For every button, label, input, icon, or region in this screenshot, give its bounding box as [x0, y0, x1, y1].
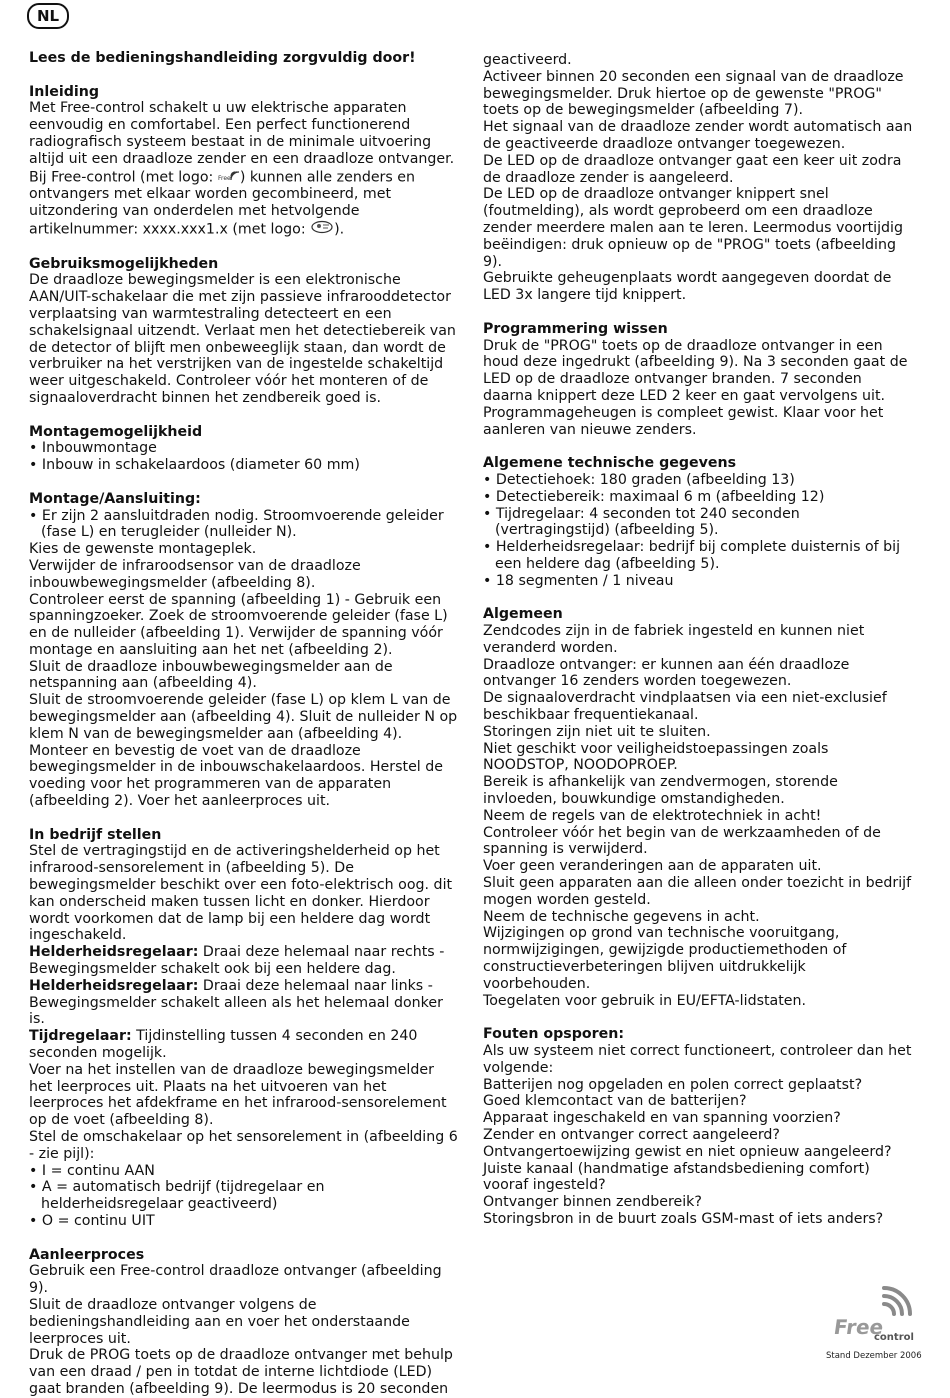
list-item: • O = continu UIT: [29, 1213, 459, 1230]
heading-technische-gegevens: Algemene technische gegevens: [483, 455, 737, 472]
list-item: • 18 segmenten / 1 niveau: [483, 573, 915, 590]
logo-word-control: control: [874, 1332, 914, 1343]
bedrijf-setting-3: Tijdregelaar: Tijdinstelling tussen 4 seconden en 240 seconden mogelijk.: [29, 1028, 418, 1062]
aanleer-text-continued: geactiveerd. Activeer binnen 20 seconden een signaal van de draadloze bewegingsmelder. Druk hiertoe op de gewenste "PROG" toets op de bewegingsmelder (afbeelding 7). Het signaal van de draadloze zender wordt automatisch aan de geactiveerde draadloze ontvanger toegewezen. De LED op de draadloze ontvanger gaat een keer uit zodra de draadloze zender is aangeleerd. De LED op de draadloze ontvanger knippert snel (foutmelding), als wordt geprobeerd om een draadloze zender meerdere malen aan te leren. Leermodus voortijdig beëindigen: druk opnieuw op de "PROG" toets (afbeelding 9). Gebruikte geheugenplaats wordt aangegeven doordat de LED 3x langere tijd knippert.: [483, 52, 913, 304]
free-control-logo: [832, 1284, 918, 1344]
heading-aanleerproces: Aanleerproces: [29, 1246, 145, 1263]
heading-algemeen: Algemeen: [483, 606, 563, 623]
list-item: • Detectiebereik: maximaal 6 m (afbeelding 12): [483, 489, 915, 506]
document-title: Lees de bedieningshandleiding zorgvuldig door!: [29, 50, 416, 66]
montage-text: Kies de gewenste montageplek. Verwijder de infraroodsensor van de draadloze inbouwbewegingsmelder (afbeelding 8). Controleer eerst de spanning (afbeelding 1) - Gebruik een spanningzoeker. Zoek de stroomvoerende geleider (fase L) en de nulleider (afbeelding 1). Verwijder de spanning vóór montage en aansluiting aan het net (afbeelding 2). Sluit de draadloze inbouwbewegingsmelder aan de netspanning aan (afbeelding 4). Sluit de stroomvoerende geleider (fase L) op klem L van de bewegingsmelder aan (afbeelding 4). Sluit de nulleider N op klem N van de bewegingsmelder aan (afbeelding 4). Monteer en bevestig de voet van de draadloze bewegingsmelder in de inbouwschakelaardoos. Herstel de voeding voor het programmeren van de apparaten (afbeelding 2). Voer het aanleerproces uit.: [29, 541, 458, 810]
aanleer-text: Gebruik een Free-control draadloze ontvanger (afbeelding 9). Sluit de draadloze ontvanger volgens de bedieningshandleiding aan en voer het onderstaande leerproces uit. Druk de PROG toets op de draadloze ontvanger met behulp van een draad / pen in totdat de interne lichtdiode (LED) gaat branden (afbeelding 9). De leermodus is 20 seconden: [29, 1263, 453, 1397]
heading-fouten: Fouten opsporen:: [483, 1026, 625, 1043]
list-item: • Inbouwmontage: [29, 440, 459, 457]
fouten-text: Als uw systeem niet correct functioneert, controleer dan het volgende: Batterijen nog opgeladen en polen correct geplaatst? Goed klemcontact van de batterijen? Apparaat ingeschakeld en van spanning voorzien? Zender en ontvanger correct aangeleerd? Ontvangertoewijzing gewist en niet opnieuw aangeleerd? Juiste kanaal (handmatige afstandsbediening comfort) vooraf ingesteld? Ontvanger binnen zendbereik? Storingsbron in de buurt zoals GSM-mast of iets anders?: [483, 1043, 912, 1227]
inleiding-text: Met Free-control schakelt u uw elektrische apparaten eenvoudig en comfortabel. Een perfect functionerend radiografisch systeem bestaat in de minimale uitvoering altijd uit een draadloze zender en een draadloze ontvanger. Bij Free-control (met logo: Free ) kunnen alle zenders en ontvangers met elkaar worden gecombineerd, met uitzondering van onderdelen met hetvolgende artikelnummer: xxxx.xxx1.x (met logo: ).: [29, 100, 455, 238]
list-item: • Helderheidsregelaar: bedrijf bij complete duisternis of bij een heldere dag (afbeelding 5).: [483, 539, 915, 573]
list-item: • Er zijn 2 aansluitdraden nodig. Stroomvoerende geleider (fase L) en terugleider (nulleider N).: [29, 508, 459, 542]
heading-gebruik: Gebruiksmogelijkheden: [29, 255, 219, 272]
logo-word-free: Free: [832, 1315, 885, 1339]
list-item: • Tijdregelaar: 4 seconden tot 240 seconden (vertragingstijd) (afbeelding 5).: [483, 506, 915, 540]
list-item: • Inbouw in schakelaardoos (diameter 60 mm): [29, 457, 459, 474]
montagemogelijkheid-list: [29, 440, 459, 474]
bedrijf-setting-2: Helderheidsregelaar: Draai deze helemaal naar links - Bewegingsmelder schakelt alleen als het helemaal donker is.: [29, 977, 443, 1028]
document-date: Stand Dezember 2006: [826, 1351, 922, 1361]
bedrijf-text-2: Voer na het instellen van de draadloze bewegingsmelder het leerproces uit. Plaats na het uitvoeren van het leerproces het afdekframe en het infrarood-sensorelement op de voet (afbeelding 8). Stel de omschakelaar op het sensorelement in (afbeelding 6 - zie pijl):: [29, 1061, 458, 1162]
language-badge: NL: [27, 3, 69, 29]
bedrijf-text-1: Stel de vertragingstijd en de activeringshelderheid op het infrarood-sensorelement in (afbeelding 5). De bewegingsmelder beschikt over een foto-elektrisch oog. dit kan onderscheid maken tussen licht en donker. Hierdoor wordt voorkomen dat de lamp bij een heldere dag wordt ingeschakeld.: [29, 843, 453, 944]
signal-waves-icon: [884, 1288, 910, 1314]
svg-text:Free: Free: [217, 174, 231, 182]
right-column: [483, 52, 915, 1228]
left-column: [29, 50, 459, 1398]
heading-montagemogelijkheid: Montagemogelijkheid: [29, 423, 203, 440]
wissen-text: Druk de "PROG" toets op de draadloze ontvanger in een houd deze ingedrukt (afbeelding 9). Na 3 seconden gaat de LED op de draadloze ontvanger branden. 7 seconden daarna knippert deze LED 2 keer en gaat vervolgens uit. Programmageheugen is compleet gewist. Klaar voor het aanleren van nieuwe zenders.: [483, 337, 908, 438]
tech-list: [483, 472, 915, 590]
bedrijf-list: [29, 1163, 459, 1230]
list-item: • Detectiehoek: 180 graden (afbeelding 13): [483, 472, 915, 489]
list-item: • I = continu AAN: [29, 1163, 459, 1180]
montage-list: [29, 508, 459, 542]
heading-in-bedrijf: In bedrijf stellen: [29, 826, 162, 843]
list-item: • A = automatisch bedrijf (tijdregelaar en helderheidsregelaar geactiveerd): [29, 1179, 459, 1213]
gebruik-text: De draadloze bewegingsmelder is een elektronische AAN/UIT-schakelaar die met zijn passieve infrarooddetector verplaatsing van warmtestraling detecteert en een schakelsignaal uitzendt. Verlaat men het detectiebereik van de detector of blijft men onbeweeglijk staan, dan wordt de verbruiker na het verstrijken van de ingestelde schakeltijd weer uitgeschakeld. Controleer vóór het monteren of de signaaloverdracht binnen het zendbereik goed is.: [29, 272, 456, 406]
heading-montage: Montage/Aansluiting:: [29, 490, 201, 507]
algemeen-text: Zendcodes zijn in de fabriek ingesteld en kunnen niet veranderd worden. Draadloze ontvanger: er kunnen aan één draadloze ontvanger 16 zenders worden toegewezen. De signaaloverdracht vindplaatsen via een niet-exclusief beschikbaar frequentiekanaal. Storingen zijn niet uit te sluiten. Niet geschikt voor veiligheidstoepassingen zoals NOODSTOP, NOODOPROEP. Bereik is afhankelijk van zendvermogen, storende invloeden, bouwkundige omstandigheden. Neem de regels van de elektrotechniek in acht! Controleer vóór het begin van de werkzaamheden of de spanning is verwijderd. Voer geen veranderingen aan de apparaten uit. Sluit geen apparaten aan die alleen onder toezicht in bedrijf mogen worden gesteld. Neem de technische gegevens in acht. Wijzigingen op grond van technische vooruitgang, normwijzigingen, gewijzigde productiemethoden of constructieverbeteringen blijven uitdrukkelijk voorbehouden. Toegelaten voor gebruik in EU/EFTA-lidstaten.: [483, 623, 912, 1009]
old-logo-icon: [310, 220, 334, 239]
bedrijf-setting-1: Helderheidsregelaar: Draai deze helemaal naar rechts - Bewegingsmelder schakelt ook bij een heldere dag.: [29, 944, 445, 978]
heading-inleiding: Inleiding: [29, 83, 100, 100]
free-control-logo-icon: [218, 168, 240, 187]
heading-programmering-wissen: Programmering wissen: [483, 320, 668, 337]
